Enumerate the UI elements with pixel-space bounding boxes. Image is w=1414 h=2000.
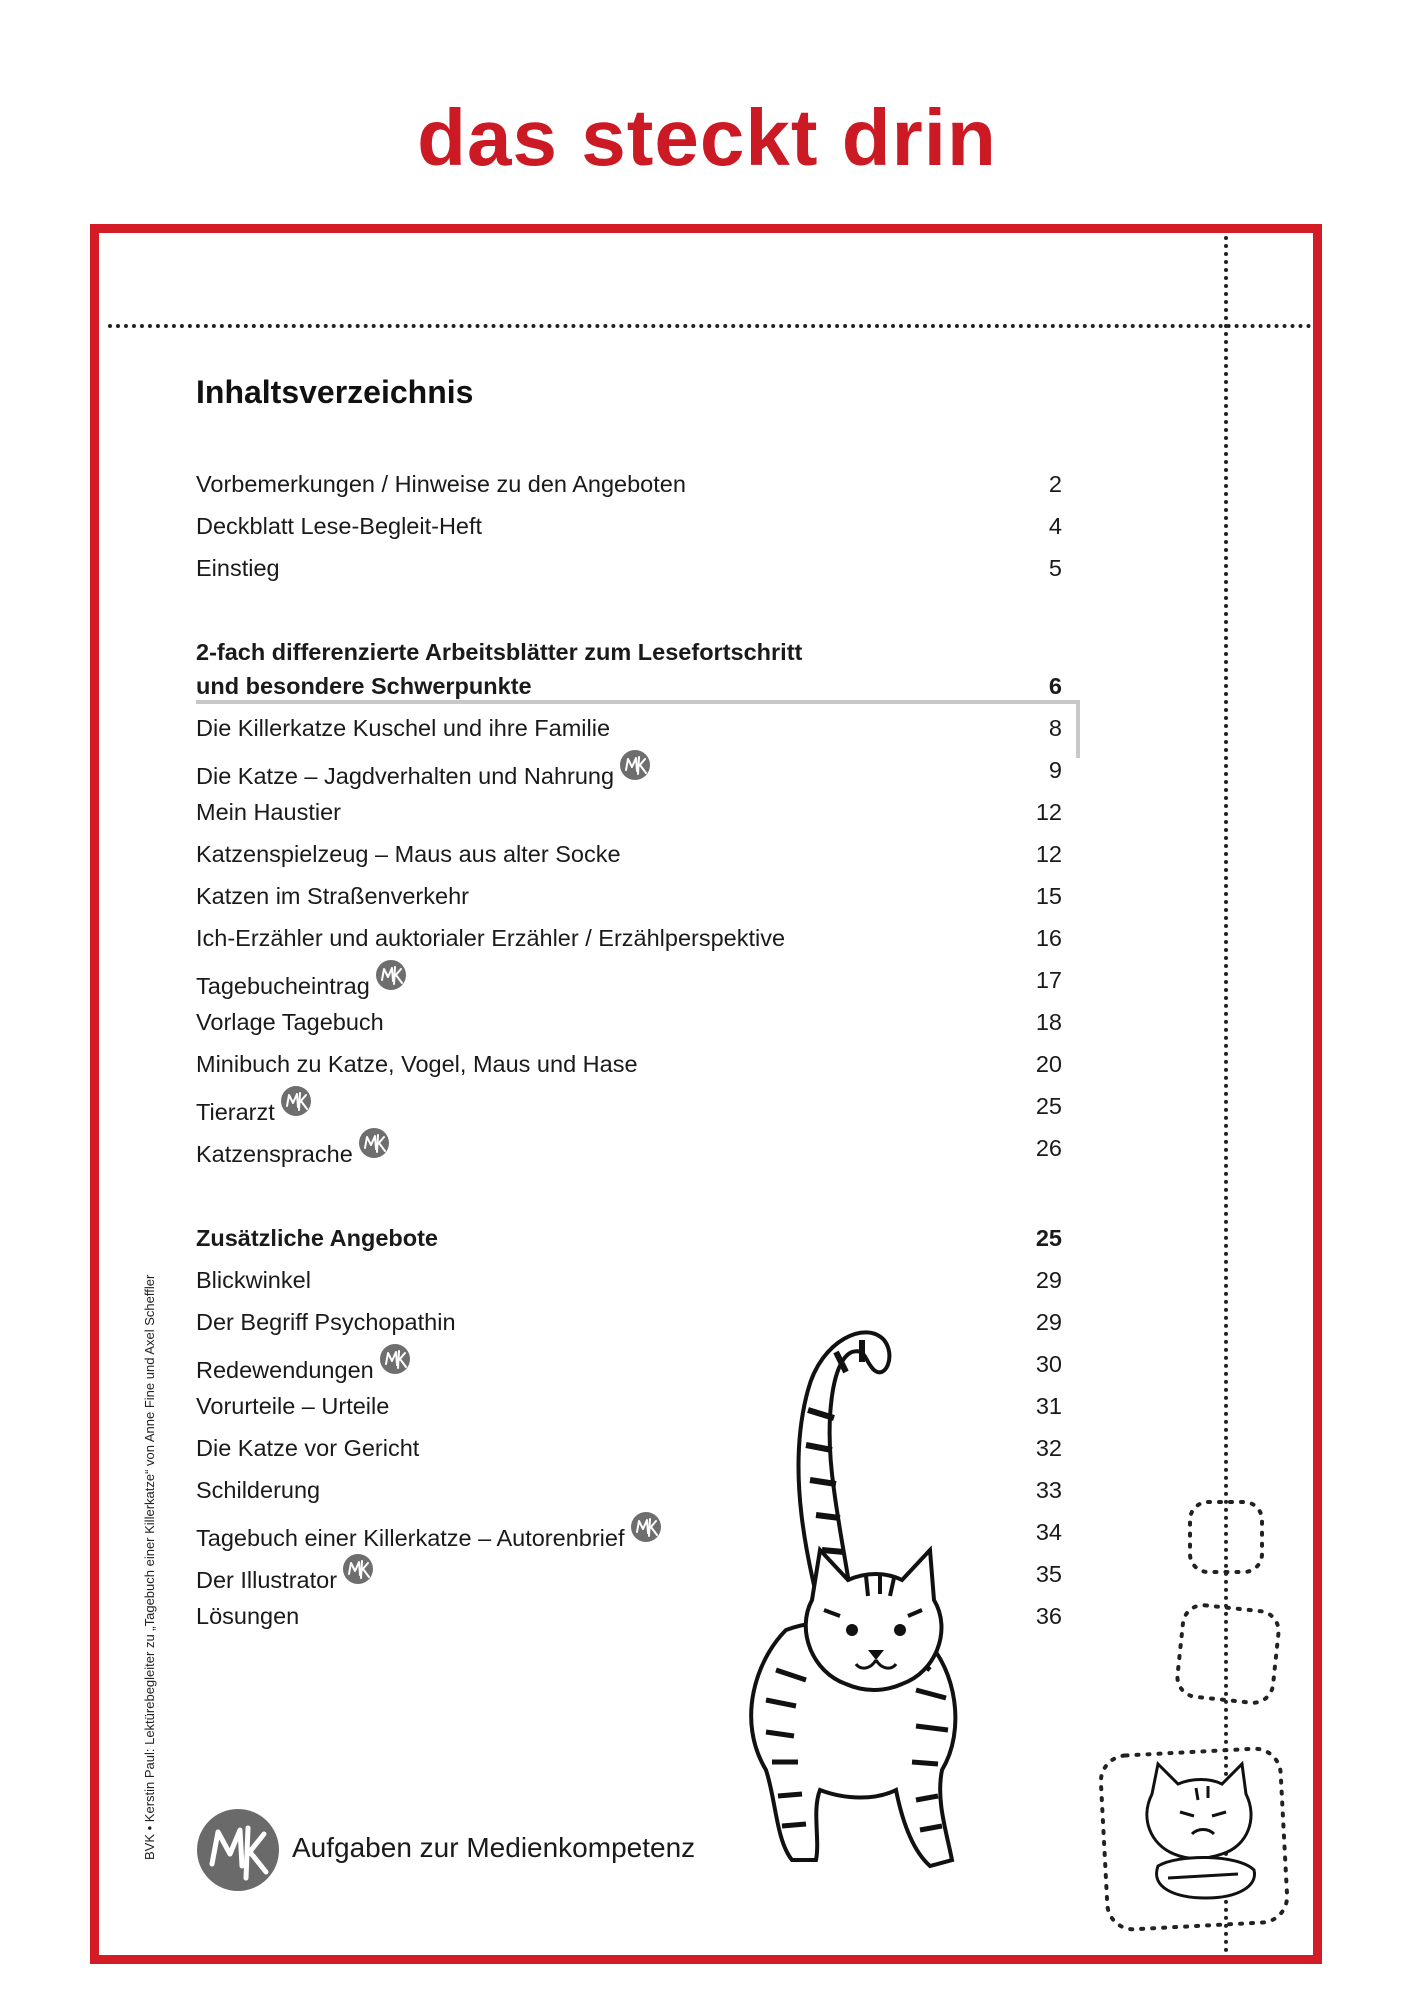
toc-entry-page: 36 bbox=[1035, 1603, 1062, 1629]
toc-entry[interactable] bbox=[196, 1044, 1062, 1084]
section-heading-line2: und besondere Schwerpunkte bbox=[196, 673, 532, 699]
toc-entry-label: Deckblatt Lese-Begleit-Heft bbox=[196, 513, 483, 539]
toc-entry[interactable] bbox=[196, 506, 1062, 546]
toc-entry-page: 29 bbox=[1035, 1309, 1062, 1335]
toc-entry-text: Der Begriff Psychopathin bbox=[196, 1309, 456, 1335]
toc-entry-text: Minibuch zu Katze, Vogel, Maus und Hase bbox=[196, 1051, 638, 1077]
toc-entry[interactable] bbox=[196, 960, 1062, 1000]
toc-entry-label bbox=[196, 1044, 638, 1084]
toc-entry-page: 30 bbox=[1035, 1351, 1062, 1377]
toc-entry-label bbox=[196, 918, 785, 958]
toc-entry-text: Die Killerkatze Kuschel und ihre Familie bbox=[196, 715, 611, 741]
toc-entry-page: 15 bbox=[1035, 883, 1062, 909]
toc-entry-text: Die Katze – Jagdverhalten und Nahrung bbox=[196, 763, 615, 789]
media-competence-icon bbox=[631, 1512, 661, 1542]
toc-entry-label bbox=[196, 1512, 661, 1558]
media-competence-icon bbox=[343, 1554, 373, 1584]
section2-heading-page: 25 bbox=[1035, 1225, 1062, 1251]
legend-text: Aufgaben zur Medienkompetenz bbox=[292, 1832, 696, 1863]
toc-entry[interactable] bbox=[196, 1260, 1062, 1300]
toc-entry-page: 4 bbox=[1048, 513, 1062, 539]
toc-entry-text: Redewendungen bbox=[196, 1357, 374, 1383]
section-heading[interactable] bbox=[196, 1218, 1062, 1258]
toc-entry-label: Vorbemerkungen / Hinweise zu den Angeboten bbox=[196, 471, 686, 497]
media-competence-icon bbox=[359, 1128, 389, 1158]
toc-entry[interactable] bbox=[196, 1086, 1062, 1126]
toc-entry[interactable] bbox=[196, 548, 1062, 588]
toc-entry-text: Die Katze vor Gericht bbox=[196, 1435, 420, 1461]
toc-entry[interactable] bbox=[196, 464, 1062, 504]
toc-entry-label bbox=[196, 834, 621, 874]
media-competence-legend bbox=[196, 1808, 796, 1888]
toc-entry-page: 32 bbox=[1035, 1435, 1062, 1461]
toc-entry-label bbox=[196, 792, 341, 832]
toc-entry-text: Tierarzt bbox=[196, 1099, 275, 1125]
toc-entry-text: Schilderung bbox=[196, 1477, 321, 1503]
toc-entry-page: 31 bbox=[1035, 1393, 1062, 1419]
toc-entry-text: Tagebuch einer Killerkatze – Autorenbrief bbox=[196, 1525, 625, 1551]
toc-entry-text: Blickwinkel bbox=[196, 1267, 311, 1293]
toc-entry[interactable] bbox=[196, 1002, 1062, 1042]
toc-entry-text: Vorlage Tagebuch bbox=[196, 1009, 384, 1035]
toc-entry-page: 12 bbox=[1035, 841, 1062, 867]
toc-entry[interactable] bbox=[196, 708, 1062, 748]
toc-entry-label bbox=[196, 1428, 419, 1468]
section2-heading-title: Zusätzliche Angebote bbox=[196, 1225, 438, 1251]
toc-entry-page: 18 bbox=[1035, 1009, 1062, 1035]
toc-entry-page: 34 bbox=[1035, 1519, 1062, 1545]
page-title: das steckt drin bbox=[417, 93, 997, 182]
toc-entry-page: 12 bbox=[1035, 799, 1062, 825]
mk-logo-icon bbox=[196, 1808, 280, 1897]
toc-entry-text: Lösungen bbox=[196, 1603, 300, 1629]
toc-entry-page: 2 bbox=[1048, 471, 1062, 497]
toc-entry-page: 20 bbox=[1035, 1051, 1062, 1077]
toc-entry-page: 33 bbox=[1035, 1477, 1062, 1503]
toc-entry-label bbox=[196, 1470, 320, 1510]
toc-entry[interactable] bbox=[196, 1128, 1062, 1168]
side-credit: BVK • Kerstin Paul: Lektürebegleiter zu „Tagebuch einer Killerkatze“ von Anne Fine und Axel Scheffler bbox=[142, 1274, 157, 1860]
toc-entry-text: Tagebucheintrag bbox=[196, 973, 370, 999]
toc-entry-text: Der Illustrator bbox=[196, 1567, 338, 1593]
toc-entry-label bbox=[196, 1344, 410, 1390]
toc-entry-page: 25 bbox=[1035, 1093, 1062, 1119]
toc-entry-page: 17 bbox=[1035, 967, 1062, 993]
media-competence-icon bbox=[376, 960, 406, 990]
toc-entry-page: 26 bbox=[1035, 1135, 1062, 1161]
toc-entry-text: Katzen im Straßenverkehr bbox=[196, 883, 469, 909]
toc-entry-text: Katzensprache bbox=[196, 1141, 353, 1167]
toc-entry-text: Katzenspielzeug – Maus aus alter Socke bbox=[196, 841, 621, 867]
media-competence-icon bbox=[380, 1344, 410, 1374]
toc-entry-page: 9 bbox=[1048, 757, 1062, 783]
toc-entry-label bbox=[196, 876, 469, 916]
section-heading-line1: 2-fach differenzierte Arbeitsblätter zum Lesefortschritt bbox=[196, 639, 803, 665]
media-competence-icon bbox=[281, 1086, 311, 1116]
toc-entry-label bbox=[196, 750, 650, 796]
toc-entry[interactable] bbox=[196, 750, 1062, 790]
toc-entry-label bbox=[196, 1086, 311, 1132]
toc-entry-page: 35 bbox=[1035, 1561, 1062, 1587]
toc-entry-text: Ich-Erzähler und auktorialer Erzähler / Erzählperspektive bbox=[196, 925, 786, 951]
toc-entry-page: 29 bbox=[1035, 1267, 1062, 1293]
toc-entry[interactable] bbox=[196, 834, 1062, 874]
toc-entry-text: Vorurteile – Urteile bbox=[196, 1393, 390, 1419]
toc-heading: Inhaltsverzeichnis bbox=[196, 374, 474, 410]
cat-illustration bbox=[716, 1300, 986, 1885]
toc-entry-page: 8 bbox=[1048, 715, 1062, 741]
toc-entry-label bbox=[196, 1128, 389, 1174]
toc-entry-label bbox=[196, 960, 406, 1006]
toc-entry-label: Einstieg bbox=[196, 555, 280, 581]
decorative-dotted-shapes bbox=[1088, 1494, 1308, 1939]
toc-entry[interactable] bbox=[196, 918, 1062, 958]
toc-entry-page: 5 bbox=[1048, 555, 1062, 581]
section-heading-page: 6 bbox=[1048, 673, 1062, 699]
toc-entry-label bbox=[196, 1302, 456, 1342]
toc-entry-label bbox=[196, 1596, 299, 1636]
media-competence-icon bbox=[620, 750, 650, 780]
dotted-divider-horizontal bbox=[108, 324, 1312, 328]
toc-entry-label bbox=[196, 1002, 384, 1042]
toc-entry-label bbox=[196, 1260, 311, 1300]
toc-entry-label bbox=[196, 708, 610, 748]
toc-entry[interactable] bbox=[196, 792, 1062, 832]
toc-entry-label bbox=[196, 1554, 373, 1600]
toc-entry-text: Mein Haustier bbox=[196, 799, 341, 825]
toc-entry-label bbox=[196, 1386, 389, 1426]
toc-entry[interactable] bbox=[196, 876, 1062, 916]
toc-entry-page: 16 bbox=[1035, 925, 1062, 951]
